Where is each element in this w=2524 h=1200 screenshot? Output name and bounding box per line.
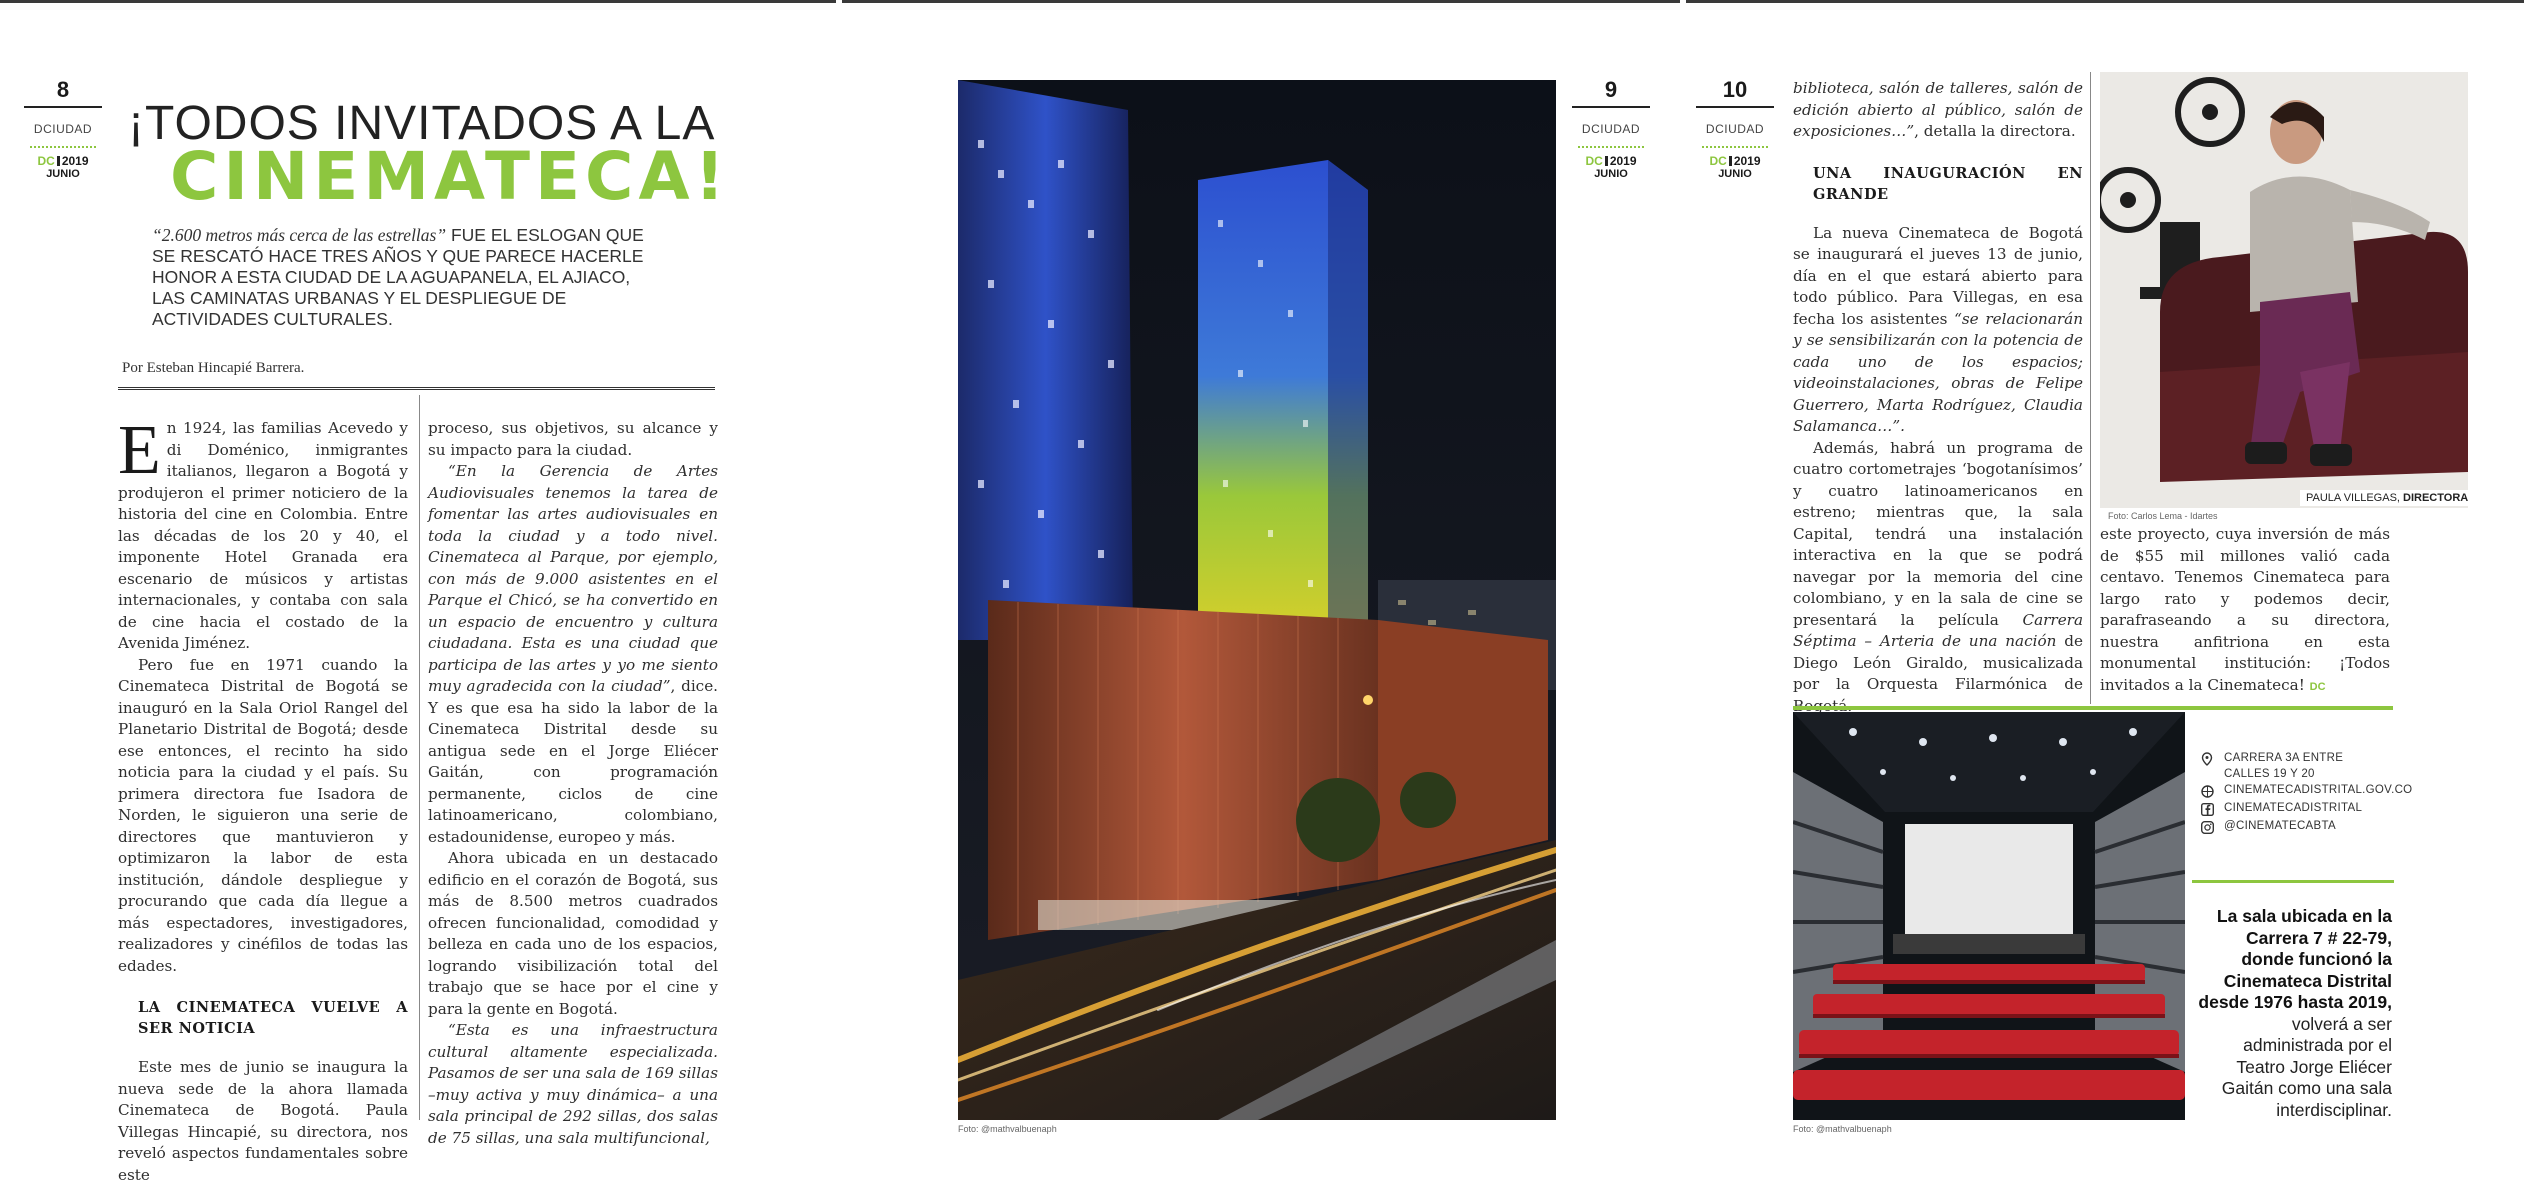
contact-info	[2200, 752, 2413, 838]
sala-caption: La sala ubicada en la Carrera 7 # 22-79, donde funcionó la Cinemateca Distrital desde 1976 hasta 2019, volverá a ser administrada por el Teatro Jorge Eliécer Gaitán como una sala interdisciplinar.	[2198, 906, 2392, 1120]
article-column-1	[118, 412, 408, 1186]
paragraph: “En la Gerencia de Artes Audiovisuales tenemos la tarea de fomentar las artes audiovisuales en toda la ciudad y a todo nivel. Cinemateca al Parque, por ejemplo, con más de 9.000 asistentes en el Parque el Chicó, se ha convertido en un espacio de encuentro y cultura ciudadana. Esta es una ciudad que participa de las artes y yo me siento muy agradecida con la ciudad”, dice. Y es que esa ha sido la labor de la Cinemateca Distrital desde su antigua sede en el Jorge Eliécer Gaitán, con programación permanente, ciclos de cine latinoamericano, colombiano, estadounidense, europeo y más.	[428, 462, 719, 846]
issue-month: JUNIO	[46, 168, 80, 180]
instagram-icon	[2200, 820, 2214, 834]
byline: Por Esteban Hincapié Barrera.	[122, 360, 305, 376]
page-folio	[24, 78, 102, 180]
headline-line-2: CINEMATECA!	[170, 138, 730, 215]
instagram-link[interactable]: @CINEMATECABTA	[2224, 820, 2336, 832]
portrait-caption: PAULA VILLEGAS, DIRECTORA	[2300, 490, 2474, 506]
magazine-tag: DC 2019	[1709, 154, 1761, 168]
page-folio	[1696, 78, 1774, 180]
paragraph: La nueva Cinemateca de Bogotá se inaugurará el jueves 13 de junio, día en el que estará abierto para todo público. Para Villegas, en esa fecha los asistentes “se relacionarán y se sensibilizarán con la potencia de cada uno de los espacios; videoinstalaciones, obras de Felipe Guerrero, Marta Rodríguez, Claudia Salamanca…”.	[1793, 223, 2083, 435]
theatre-illustration	[1793, 712, 2185, 1120]
location-pin-icon	[2200, 752, 2214, 766]
dotted-divider	[1578, 146, 1644, 148]
paragraph: n 1924, las familias Acevedo y di Doménico, inmigrantes italianos, llegaron a Bogotá y produjeron el primer noticiero de la historia del cine en Colombia. Entre las décadas de los 20 y 40, el imponente Hotel Granada era escenario de músicos y artistas internacionales, y contaba con sala de cine hacia el costado de la Avenida Jiménez.	[118, 419, 408, 652]
building-photo	[958, 80, 1556, 1120]
paragraph: Este mes de junio se inaugura la nueva sede de la ahora llamada Cinemateca de Bogotá. Paula Villegas Hincapié, su directora, nos reveló aspectos fundamentales sobre este	[118, 1058, 408, 1184]
magazine-tag: DC 2019	[1585, 154, 1637, 168]
paragraph: “Esta es una infraestructura cultural altamente especializada. Pasamos de ser una sala de 169 sillas –muy activa y muy dinámica– a una sala principal de 292 sillas, dos salas de 75 sillas, una sala multifuncional,	[428, 1021, 718, 1147]
section-name: DCIUDAD	[1572, 106, 1650, 136]
dotted-divider	[30, 146, 96, 148]
paragraph: Además, habrá un programa de cuatro cortometrajes ‘bogotanísimos’ y cuatro latinoamericanos en estreno; mientras que, la sala Capital, tendrá una instalación interactiva en la que se podrá navegar por la memoria del cine colombiano, y en la sala de cine se presentará la película Carrera Séptima – Arteria de una nación de Diego León Giraldo, musicalizada por la Orquesta Filarmónica de	[1793, 438, 2083, 693]
byline-rule	[118, 387, 715, 390]
column-divider	[419, 395, 420, 1120]
paragraph: proceso, sus objetivos, su alcance y su impacto para la ciudad.	[428, 419, 718, 459]
article-column-2	[428, 418, 718, 1149]
paragraph: biblioteca, salón de talleres, salón de edición abierto al público, salón de exposiciones…”, detalla la directora.	[1793, 79, 2083, 140]
section-rule	[1793, 706, 2393, 710]
article-column-4	[2100, 524, 2390, 698]
page-top-rule	[0, 0, 836, 3]
column-divider	[2090, 72, 2091, 704]
photo-credit: Foto: @mathvalbuenaph	[1793, 1124, 1892, 1134]
facebook-link[interactable]: CINEMATECADISTRITAL	[2224, 802, 2363, 814]
article-column-3	[1793, 78, 2083, 782]
section-name: DCIUDAD	[24, 106, 102, 136]
magazine-tag: DC 2019	[37, 154, 89, 168]
page-top-rule	[1686, 0, 2524, 3]
section-name: DCIUDAD	[1696, 106, 1774, 136]
facebook-row	[2200, 802, 2400, 816]
dotted-divider	[1702, 146, 1768, 148]
portrait-credit: Foto: Carlos Lema - Idartes	[2108, 511, 2218, 521]
photo-credit: Foto: @mathvalbuenaph	[958, 1124, 1057, 1134]
address-row: CARRERA 3A ENTRE CALLES 19 Y 20	[2200, 752, 2400, 780]
paragraph: este proyecto, cuya inversión de más de $55 mil millones valió cada centavo. Tenemos Cinemateca para largo rato y podemos decir, parafraseando a su directora, nuestra anfitriona en esta monumental institución: ¡Todos invitados a la Cinemateca! DC	[2100, 525, 2390, 694]
page-top-rule	[842, 0, 1680, 3]
drop-cap: E	[118, 412, 161, 489]
lead-paragraph: “2.600 metros más cerca de las estrellas” FUE EL ESLOGAN QUE SE RESCATÓ HACE TRES AÑOS Y QUE PARECE HACERLE HONOR A ESTA CIUDAD DE LA AGUAPANELA, EL AJIACO, LAS CAMINATAS URBANAS Y EL DESPLIEGUE DE ACTIVIDADES CULTURALES.	[152, 225, 644, 329]
theatre-photo	[1793, 712, 2185, 1120]
paragraph: Ahora ubicada en un destacado edificio en el corazón de Bogotá, sus más de 8.500 metros cuadrados ofrecen funcionalidad, comodidad y belleza en cada uno de los espacios, logrando visibilización total del trabajo que se hace por el cine y para la gente en Bogotá.	[428, 849, 718, 1018]
end-mark: DC	[2309, 680, 2326, 693]
page-folio	[1572, 78, 1650, 180]
page-number: 9	[1604, 77, 1618, 102]
issue-month: JUNIO	[1718, 168, 1752, 180]
website-link[interactable]: CINEMATECADISTRITAL.GOV.CO	[2224, 784, 2413, 796]
caption-rule	[2192, 880, 2394, 883]
globe-icon	[2200, 784, 2214, 798]
facebook-icon	[2200, 802, 2214, 816]
building-illustration	[958, 80, 1556, 1120]
portrait-photo	[2100, 72, 2468, 508]
instagram-row	[2200, 820, 2400, 834]
headline-line-1: ¡TODOS INVITADOS A LA	[128, 97, 716, 150]
website-row	[2200, 784, 2413, 798]
section-heading: UNA INAUGURACIÓN EN GRANDE	[1813, 164, 2083, 203]
paragraph: Pero fue en 1971 cuando la Cinemateca Distrital de Bogotá se inauguró en la Sala Oriol Rangel del Planetario Distrital de Bogotá; desde ese entonces, el recinto ha sido noticia para la ciudad y el país. Su primera directora fue Isadora de Norden, le siguieron una serie de directores que mantuvieron y optimizaron la labor de esta institución, dándole despliegue y procurando que cada día llegue a más espectadores, investigadores, realizadores y cinéfilos de todas las edades.	[118, 655, 408, 975]
page-number: 10	[1722, 77, 1748, 102]
issue-month: JUNIO	[1594, 168, 1628, 180]
section-heading: LA CINEMATECA VUELVE A SER NOTICIA	[138, 999, 408, 1037]
portrait-illustration	[2100, 72, 2468, 508]
page-number: 8	[56, 77, 70, 102]
